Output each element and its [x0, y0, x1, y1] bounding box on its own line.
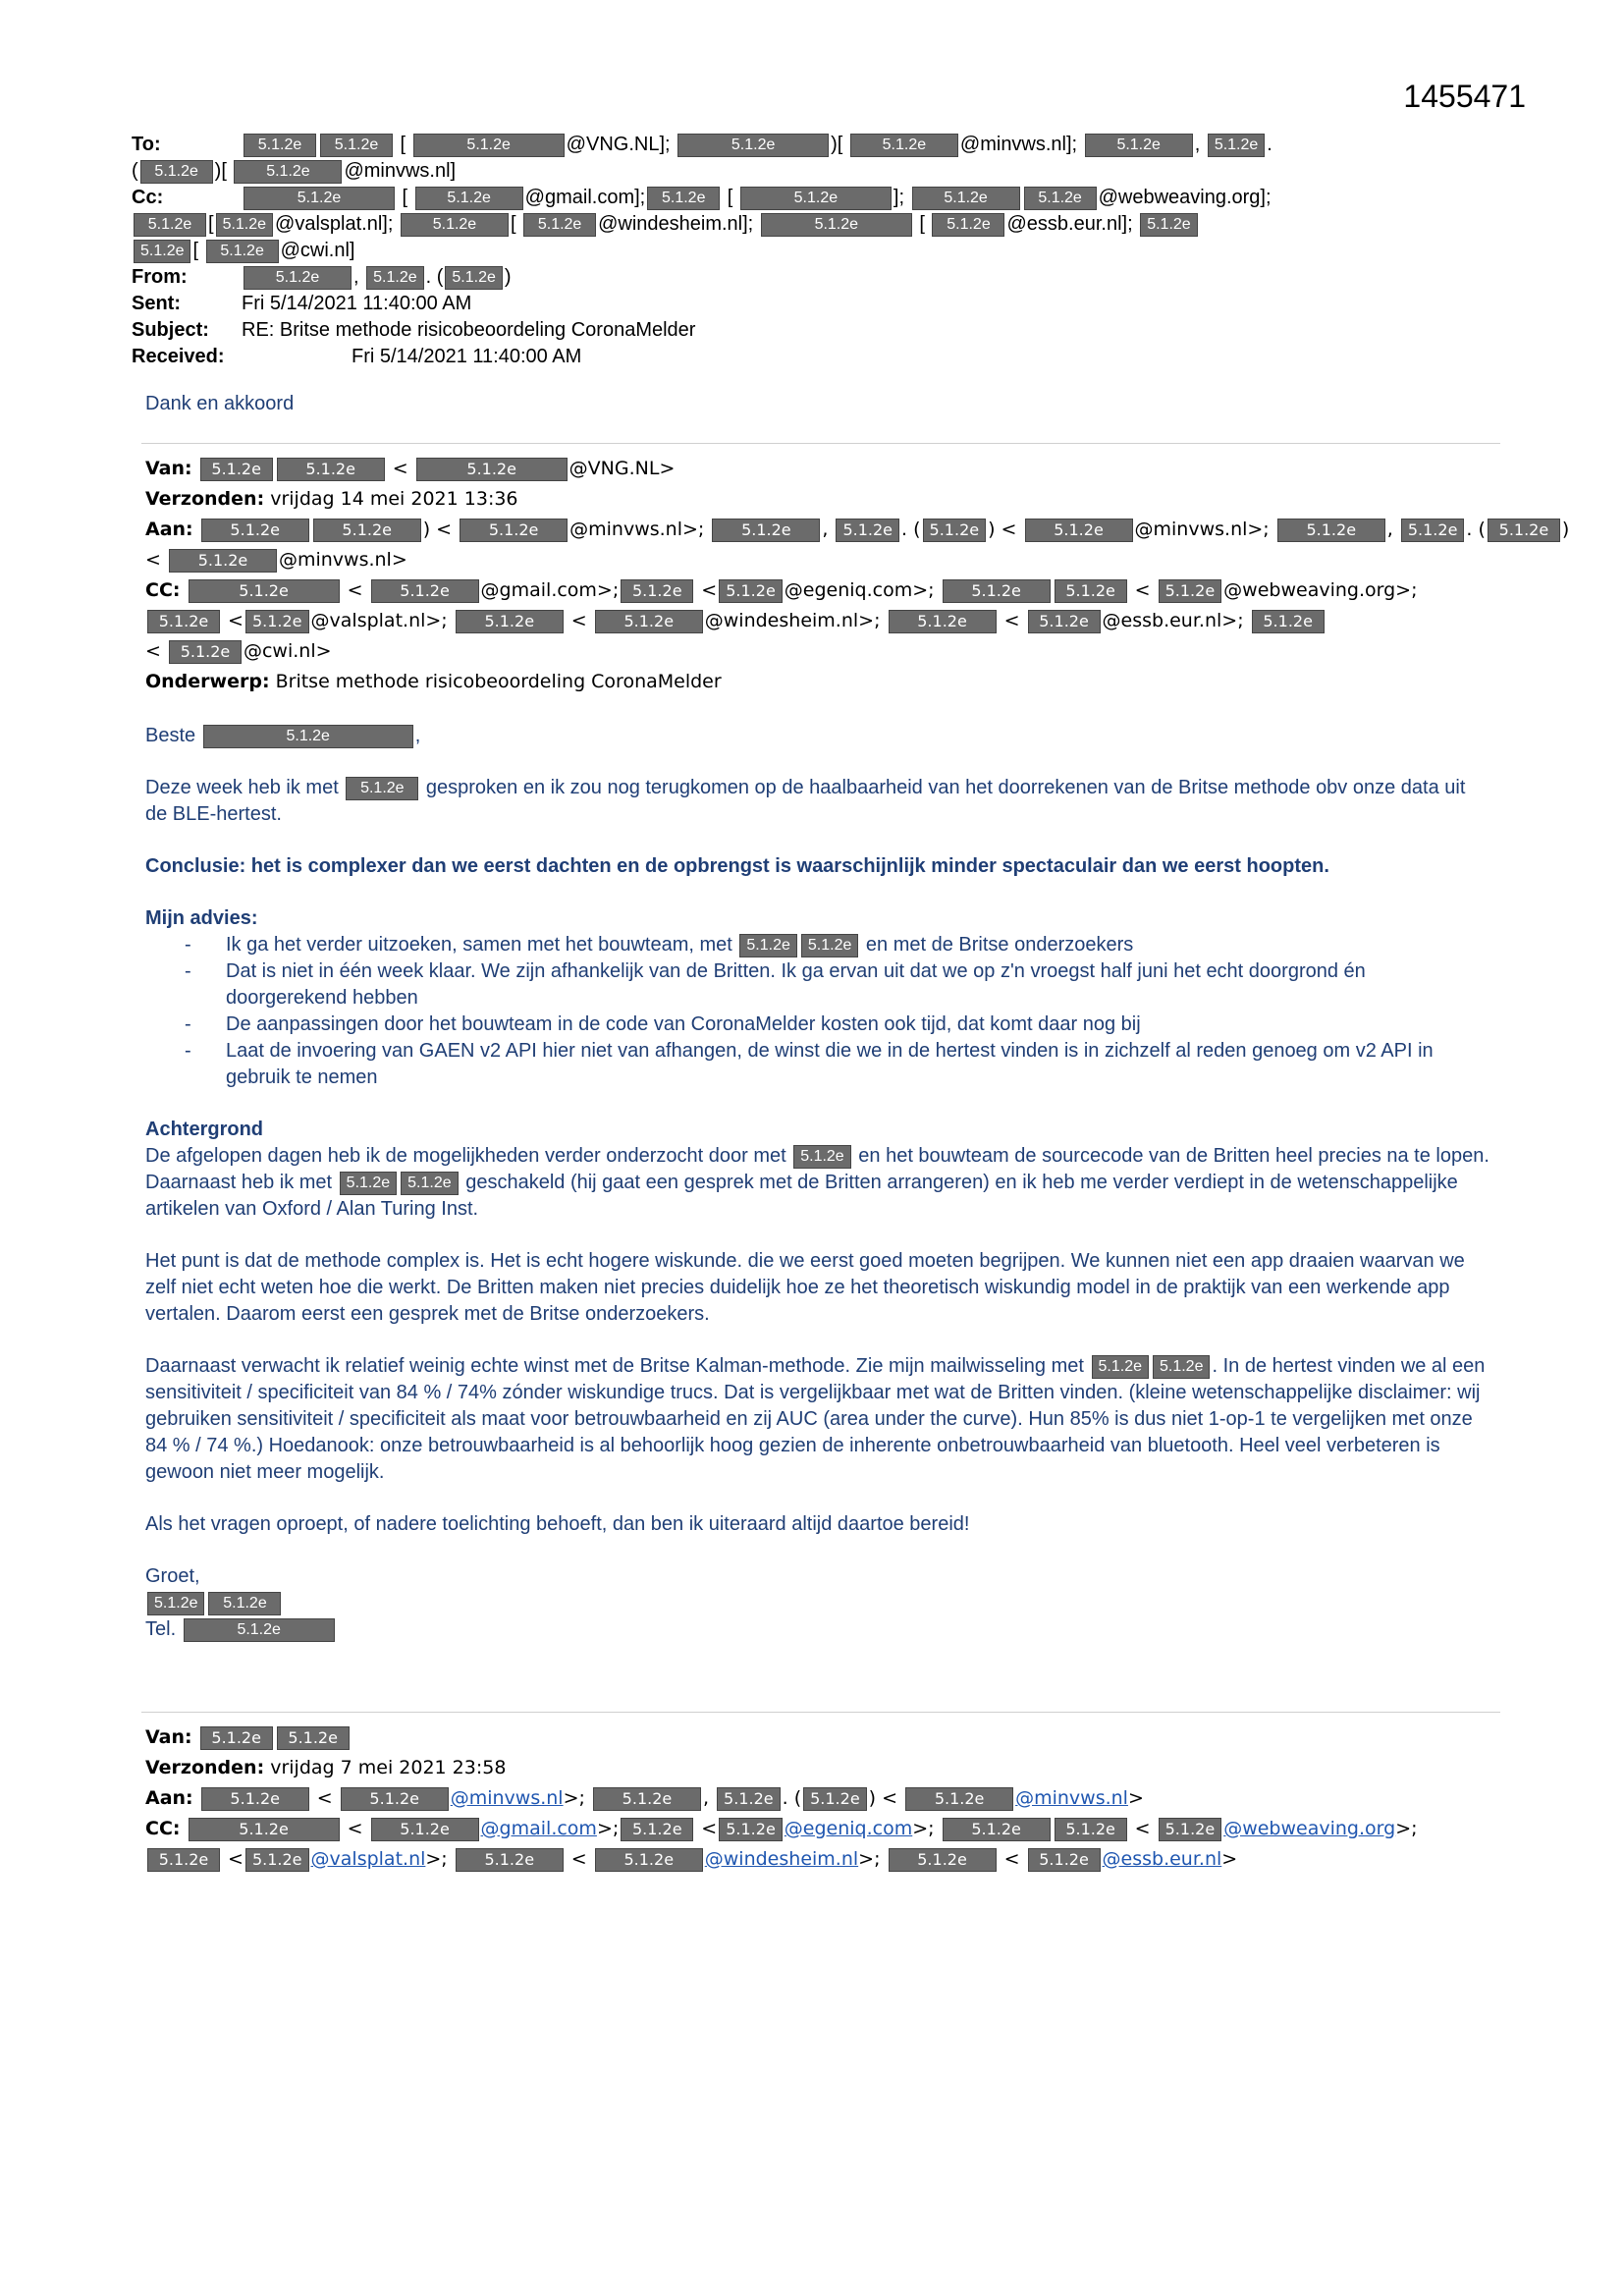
paragraph-intro	[145, 775, 1490, 828]
cc-domain: @valsplat.nl>;	[310, 610, 448, 631]
cc-domain: @windesheim.nl>;	[704, 610, 881, 631]
redaction: 5.1.2e	[208, 1592, 281, 1615]
email-link[interactable]: @windesheim.nl	[704, 1848, 859, 1870]
verzonden-value: vrijdag 14 mei 2021 13:36	[270, 488, 518, 510]
redaction: 5.1.2e	[719, 1818, 783, 1841]
received-label: Received:	[132, 346, 225, 367]
verzonden-label: Verzonden:	[145, 488, 265, 510]
punct: >;	[425, 1848, 448, 1870]
redaction: 5.1.2e	[201, 1787, 309, 1811]
text: Deze week heb ik met	[145, 777, 339, 798]
redaction: 5.1.2e	[341, 1787, 449, 1811]
redaction: 5.1.2e	[1028, 1848, 1101, 1872]
redaction: 5.1.2e	[366, 266, 423, 290]
redaction: 5.1.2e	[140, 160, 213, 184]
to-label: To:	[132, 134, 161, 155]
cc-label: Cc:	[132, 187, 164, 208]
redaction: 5.1.2e	[1252, 610, 1325, 633]
redaction: 5.1.2e	[621, 579, 693, 603]
cc-domain: @gmail.com>;	[480, 579, 620, 601]
redaction: 5.1.2e	[320, 134, 393, 157]
list-item: - Dat is niet in één week klaar. We zijn afhankelijk van de Britten. Ik ga ervan uit dat we op z'n vroegst half juni het echt doorgrond én doorgerekend hebben	[226, 958, 1490, 1011]
signature-name	[145, 1590, 1490, 1616]
redaction: 5.1.2e	[1024, 187, 1097, 210]
signoff: Groet,	[145, 1565, 200, 1587]
redaction: 5.1.2e	[677, 134, 829, 157]
greeting: Beste 5.1.2e ,	[145, 725, 421, 746]
phone-label: Tel.	[145, 1618, 177, 1640]
cc-label: CC:	[145, 1818, 181, 1839]
subject-value: RE: Britse methode risicobeoordeling CoronaMelder	[242, 319, 696, 341]
van-label: Van:	[145, 458, 192, 479]
aan-domain: @minvws.nl>;	[1134, 519, 1270, 540]
redaction: 5.1.2e	[1277, 519, 1385, 542]
redaction: 5.1.2e	[147, 1592, 204, 1615]
cc-row-cont: 5.1.2e [ 5.1.2e @valsplat.nl]; 5.1.2e [ 5.1.2e @windesheim.nl]; 5.1.2e [ 5.1.2e @essb.eur.nl]; 5.1.2e	[132, 211, 1506, 238]
email-link[interactable]: @gmail.com	[480, 1818, 597, 1839]
paragraph-background	[145, 1143, 1490, 1223]
redaction: 5.1.2e	[244, 266, 352, 290]
list-item	[226, 932, 1490, 958]
redaction: 5.1.2e	[1025, 519, 1133, 542]
redaction: 5.1.2e	[184, 1618, 335, 1642]
subject-row	[132, 317, 1506, 344]
redaction: 5.1.2e	[277, 1726, 350, 1750]
punct: >;	[858, 1848, 881, 1870]
background-title: Achtergrond	[145, 1119, 263, 1140]
to-row: To: 5.1.2e 5.1.2e [ 5.1.2e @VNG.NL]; 5.1.2e )[ 5.1.2e @minvws.nl]; 5.1.2e , 5.1.2e .	[132, 132, 1506, 158]
redaction: 5.1.2e	[717, 1787, 781, 1811]
redaction: 5.1.2e	[234, 160, 342, 184]
redaction: 5.1.2e	[245, 610, 309, 633]
redaction: 5.1.2e	[169, 549, 277, 573]
redaction: 5.1.2e	[719, 579, 783, 603]
email-link[interactable]: @valsplat.nl	[310, 1848, 426, 1870]
email-link[interactable]: @webweaving.org	[1223, 1818, 1396, 1839]
sent-value: Fri 5/14/2021 11:40:00 AM	[242, 293, 472, 314]
redaction: 5.1.2e	[593, 1787, 701, 1811]
cc-domain: ];	[893, 187, 905, 208]
redaction: 5.1.2e	[889, 610, 997, 633]
redaction: 5.1.2e	[169, 640, 242, 664]
cc-row: Cc: 5.1.2e [ 5.1.2e @gmail.com]; 5.1.2e [ 5.1.2e ]; 5.1.2e 5.1.2e @webweaving.org];	[132, 185, 1506, 211]
redaction: 5.1.2e	[621, 1818, 693, 1841]
to-row-cont: ( 5.1.2e )[ 5.1.2e @minvws.nl]	[132, 160, 457, 182]
redaction: 5.1.2e	[134, 240, 190, 263]
document-number: 1455471	[1403, 79, 1526, 114]
separator	[141, 443, 1500, 444]
from-row: From: 5.1.2e , 5.1.2e . ( 5.1.2e )	[132, 264, 1506, 291]
punct: >	[1127, 1787, 1144, 1809]
email-link[interactable]: @egeniq.com	[784, 1818, 913, 1839]
redaction: 5.1.2e	[277, 458, 385, 481]
punct: >	[1221, 1848, 1238, 1870]
redaction: 5.1.2e	[836, 519, 899, 542]
redaction: 5.1.2e	[189, 1818, 340, 1841]
aan-label: Aan:	[145, 519, 193, 540]
redaction: 5.1.2e	[793, 1145, 850, 1169]
redaction: 5.1.2e	[216, 213, 273, 237]
cc-domain: @essb.eur.nl];	[1006, 213, 1133, 235]
text: Ik ga het verder uitzoeken, samen met het bouwteam, met	[226, 934, 732, 956]
advice-list	[145, 932, 1490, 1091]
redaction: 5.1.2e	[889, 1848, 997, 1872]
redaction: 5.1.2e	[147, 610, 220, 633]
redaction: 5.1.2e	[1140, 213, 1197, 237]
redaction: 5.1.2e	[1055, 1818, 1127, 1841]
list-item: - Laat de invoering van GAEN v2 API hier niet van afhangen, de winst die we in de hertest vinden is in zichzelf al reden genoeg om v2 API in gebruik te nemen	[226, 1038, 1490, 1091]
redaction: 5.1.2e	[134, 213, 206, 237]
aan-domain: @minvws.nl>;	[569, 519, 705, 540]
text: geschakeld (hij gaat een gesprek met de Britten arrangeren) en ik heb me verder verdiept in de wetenschappelijke artikelen van Oxford / Alan Turing Inst.	[145, 1172, 1458, 1220]
redaction: 5.1.2e	[647, 187, 720, 210]
redaction: 5.1.2e	[1085, 134, 1193, 157]
punct: >;	[912, 1818, 935, 1839]
redaction: 5.1.2e	[401, 213, 509, 237]
redaction: 5.1.2e	[401, 1172, 458, 1195]
cc-domain: @essb.eur.nl>;	[1102, 610, 1244, 631]
redaction: 5.1.2e	[1028, 610, 1101, 633]
cc-domain: @valsplat.nl];	[275, 213, 394, 235]
redaction: 5.1.2e	[1208, 134, 1265, 157]
punct: >;	[596, 1818, 620, 1839]
paragraph-kalman	[145, 1353, 1490, 1486]
email-link[interactable]: @minvws.nl	[1015, 1787, 1128, 1809]
text: gesproken en ik zou nog terugkomen op de haalbaarheid van het doorrekenen van de Britse methode obv onze data uit de BLE-hertest.	[145, 777, 1466, 825]
from-label: From:	[132, 266, 188, 288]
redaction: 5.1.2e	[189, 579, 340, 603]
verzonden-value: vrijdag 7 mei 2021 23:58	[270, 1757, 507, 1778]
redaction: 5.1.2e	[712, 519, 820, 542]
cc-domain: @cwi.nl>	[243, 640, 332, 662]
cc-row-cont: 5.1.2e [ 5.1.2e @cwi.nl]	[132, 238, 1506, 264]
van-label: Van:	[145, 1726, 192, 1748]
cc-domain: @gmail.com];	[524, 187, 646, 208]
redaction: 5.1.2e	[739, 934, 796, 957]
redaction: 5.1.2e	[413, 134, 565, 157]
redaction: 5.1.2e	[456, 610, 564, 633]
punct: >;	[563, 1787, 585, 1809]
sent-label: Sent:	[132, 293, 181, 314]
redaction: 5.1.2e	[923, 519, 987, 542]
redaction: 5.1.2e	[1092, 1355, 1149, 1379]
redaction: 5.1.2e	[1159, 1818, 1222, 1841]
msg1-header: Van: 5.1.2e 5.1.2e < 5.1.2e @VNG.NL> Verzonden: vrijdag 14 mei 2021 13:36 Aan: 5.1.2e 5.1.2e ) < 5.1.2e @minvws.nl>; 5.1.2e , 5.1.2e . ( 5.1.2e ) < 5.1.2e @minvws.nl>; 5.1.2e , 5.1.2e . ( 5.1.2e ) < 5.1.2e @minvws.nl> CC: 5.1.2e < 5.1.2e @gmail.com>; 5.1.2e < 5.1.2e @egeniq.com>; 5.1.2e 5.1.2e < 5.1.2e @webweaving.org>; 5.1.2e < 5.1.2e @valsplat.nl>; 5.1.2e < 5.1.2e @windesheim.nl>; 5.1.2e < 5.1.2e @essb.eur.nl>; 5.1.2e < 5.1.2e @cwi.nl> Onderwerp: Britse methode risicobeoordeling CoronaMelder	[145, 458, 1570, 692]
verzonden-label: Verzonden:	[145, 1757, 265, 1778]
to-domain: @VNG.NL];	[566, 134, 671, 155]
redaction: 5.1.2e	[200, 458, 273, 481]
redaction: 5.1.2e	[1488, 519, 1560, 542]
cc-domain: @webweaving.org];	[1098, 187, 1272, 208]
email-link[interactable]: @essb.eur.nl	[1102, 1848, 1222, 1870]
redaction: 5.1.2e	[460, 519, 568, 542]
aan-domain: @minvws.nl>	[278, 549, 407, 571]
text: en het bouwteam de sourcecode van de Britten heel precies na te lopen. Daarnaast heb ik met	[145, 1145, 1489, 1193]
aan-label: Aan:	[145, 1787, 193, 1809]
redaction: 5.1.2e	[201, 519, 309, 542]
redaction: 5.1.2e	[415, 187, 523, 210]
redaction: 5.1.2e	[1055, 579, 1127, 603]
conclusion: Conclusie: het is complexer dan we eerst dachten en de opbrengst is waarschijnlijk minder spectaculair dan we eerst hoopten.	[145, 855, 1329, 877]
redaction: 5.1.2e	[200, 1726, 273, 1750]
redaction: 5.1.2e	[346, 777, 418, 800]
text: en met de Britse onderzoekers	[865, 934, 1134, 956]
redaction: 5.1.2e	[905, 1787, 1013, 1811]
redaction: 5.1.2e	[803, 1787, 867, 1811]
onderwerp-value: Britse methode risicobeoordeling CoronaMelder	[275, 671, 722, 692]
text: De afgelopen dagen heb ik de mogelijkheden verder onderzocht door met	[145, 1145, 786, 1167]
cc-label: CC:	[145, 579, 181, 601]
list-item: - De aanpassingen door het bouwteam in de code van CoronaMelder kosten ook tijd, dat komt daar nog bij	[226, 1011, 1490, 1038]
van-domain: @VNG.NL>	[568, 458, 676, 479]
paragraph-complexity: Het punt is dat de methode complex is. Het is echt hogere wiskunde. die we eerst goed moeten begrijpen. We kunnen niet een app draaien waarvan we zelf niet echt weten hoe die werkt. De Britten maken niet precies duidelijk hoe ze het theoretisch wiskundig model in de praktijk van een werkende app vertalen. Daarom eerst een gesprek met de Britse onderzoekers.	[145, 1250, 1465, 1325]
redaction: 5.1.2e	[595, 610, 703, 633]
redaction: 5.1.2e	[932, 213, 1004, 237]
redaction: 5.1.2e	[1401, 519, 1465, 542]
redaction: 5.1.2e	[761, 213, 912, 237]
redaction: 5.1.2e	[595, 1848, 703, 1872]
to-domain: @minvws.nl]	[344, 160, 457, 182]
redaction: 5.1.2e	[445, 266, 502, 290]
msg2-header: Van: 5.1.2e 5.1.2e Verzonden: vrijdag 7 mei 2021 23:58 Aan: 5.1.2e < 5.1.2e @minvws.nl>; 5.1.2e , 5.1.2e . ( 5.1.2e ) < 5.1.2e @minvws.nl> CC: 5.1.2e < 5.1.2e @gmail.com>; 5.1.2e < 5.1.2e @egeniq.com>; 5.1.2e 5.1.2e < 5.1.2e @webweaving.org>; 5.1.2e < 5.1.2e @valsplat.nl>; 5.1.2e < 5.1.2e @windesheim.nl>; 5.1.2e < 5.1.2e @essb.eur.nl>	[145, 1726, 1418, 1870]
redaction: 5.1.2e	[244, 187, 395, 210]
advice-title: Mijn advies:	[145, 907, 258, 929]
redaction: 5.1.2e	[943, 1818, 1051, 1841]
redaction: 5.1.2e	[801, 934, 858, 957]
redaction: 5.1.2e	[1159, 579, 1222, 603]
email-header	[132, 132, 1506, 370]
redaction: 5.1.2e	[203, 725, 413, 748]
redaction: 5.1.2e	[206, 240, 279, 263]
redaction: 5.1.2e	[244, 134, 316, 157]
redaction: 5.1.2e	[943, 579, 1051, 603]
greeting-text: Beste	[145, 725, 196, 746]
text: . In de hertest vinden we al een sensitiviteit / specificiteit van 84 % / 74% zónder wiskundige trucs. Dat is vergelijkbaar met wat de Britten vinden. (kleine wetenschappelijke disclaimer: wij gebruiken sensitiviteit / specificiteit als maat voor betrouwbaarheid en zij AUC (area under the curve). Hun 85% is dus niet 1-op-1 te vergelijken met onze 84 % / 74 %.) Hoedanook: onze betrouwbaarheid is al behoorlijk hoog gezien de inherente onbetrouwbaarheid van bluetooth. Heel veel verbeteren is gewoon niet meer mogelijk.	[145, 1355, 1486, 1483]
redaction: 5.1.2e	[416, 458, 568, 481]
cc-domain: @egeniq.com>;	[784, 579, 935, 601]
punct: >;	[1395, 1818, 1418, 1839]
redaction: 5.1.2e	[340, 1172, 397, 1195]
redaction: 5.1.2e	[456, 1848, 564, 1872]
text: Daarnaast verwacht ik relatief weinig echte winst met de Britse Kalman-methode. Zie mijn mailwisseling met	[145, 1355, 1084, 1377]
redaction: 5.1.2e	[523, 213, 596, 237]
sent-row	[132, 291, 1506, 317]
separator	[141, 1712, 1500, 1713]
redaction: 5.1.2e	[147, 1848, 220, 1872]
cc-domain: @cwi.nl]	[280, 240, 355, 261]
subject-label: Subject:	[132, 319, 209, 341]
redaction: 5.1.2e	[371, 1818, 479, 1841]
redaction: 5.1.2e	[371, 579, 479, 603]
onderwerp-label: Onderwerp:	[145, 671, 270, 692]
email-body	[145, 391, 1570, 1875]
paragraph-closing: Als het vragen oproept, of nadere toelichting behoeft, dan ben ik uiteraard altijd daartoe bereid!	[145, 1513, 970, 1535]
redaction: 5.1.2e	[245, 1848, 309, 1872]
redaction: 5.1.2e	[850, 134, 958, 157]
to-domain: @minvws.nl];	[959, 134, 1078, 155]
redaction: 5.1.2e	[912, 187, 1020, 210]
redaction: 5.1.2e	[740, 187, 892, 210]
signature-phone	[145, 1616, 1490, 1643]
email-link[interactable]: @minvws.nl	[450, 1787, 564, 1809]
received-value: Fri 5/14/2021 11:40:00 AM	[352, 346, 582, 367]
received-row	[132, 344, 1506, 370]
redaction: 5.1.2e	[313, 519, 421, 542]
cc-domain: @webweaving.org>;	[1223, 579, 1418, 601]
redaction: 5.1.2e	[1153, 1355, 1210, 1379]
cc-domain: @windesheim.nl];	[598, 213, 754, 235]
reply-text: Dank en akkoord	[145, 393, 295, 414]
